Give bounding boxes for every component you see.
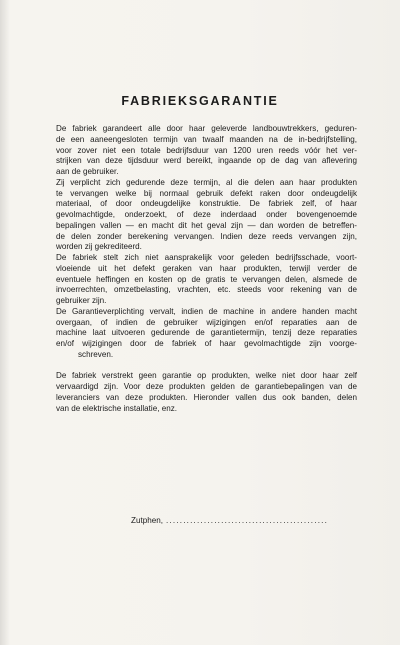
text-line: strijken van deze tijdsduur werd bereikt, ingaande op de dag van aflevering <box>56 156 357 166</box>
text-line: voor zover niet een totale bedrijfsduur van 1200 uren reeds vóór het ver- <box>56 145 357 155</box>
text-line: en/of wijzigingen door de fabriek of haar gevolmachtigde zijn voorge- <box>56 339 357 348</box>
paragraph-replacement <box>56 178 357 253</box>
text-line: gevolmachtigde, onderzoekt, of deze inderdaad onder bovengenoemde <box>56 210 357 219</box>
text-line: materiaal, of door ondeugdelijke konstruktie. De fabriek zelf, of haar <box>56 199 357 209</box>
text-line: van de elektrische installatie, enz. <box>56 403 178 413</box>
text-line: bepalingen vallen — en macht dit het geval zijn — dan worden de betreffen- <box>56 220 357 230</box>
text-line: aan de gebruiker. <box>56 167 119 176</box>
text-line: gebruiker zijn. <box>56 296 107 305</box>
paragraph-liability <box>56 253 357 307</box>
signature-line <box>131 516 328 525</box>
text-line: te vervangen welke bij normaal gebruik defekt raken door ondeugdelijk <box>56 188 357 198</box>
paragraph-warranty-term <box>56 124 357 178</box>
text-line: de een aaneengesloten termijn van twaalf maanden na de in-bedrijfstelling, <box>56 134 357 144</box>
warranty-text <box>56 124 357 414</box>
text-line: De Garantieverplichting vervalt, indien de machine in andere handen macht <box>56 306 357 316</box>
text-line: worden zij gekrediteerd. <box>56 242 142 252</box>
paragraph-third-party-products <box>56 371 357 414</box>
text-line: leveranciers van deze produkten. Hieronder vallen dus ook banden, delen <box>56 392 357 402</box>
paragraph-spacer <box>56 361 357 372</box>
text-line: overgaan, of indien de gebruiker wijzigingen en/of reparaties aan de <box>56 317 357 327</box>
text-line: vervaardigd zijn. Voor deze produkten gelden de garantiebepalingen van de <box>56 382 357 391</box>
text-line: eventuele heffingen en kosten op de gratis te vervangen delen, alsmede de <box>56 274 357 284</box>
signature-dotted-field: ............................................... <box>165 516 329 525</box>
text-line: De fabriek verstrekt geen garantie op produkten, welke niet door haar zelf <box>56 371 357 381</box>
page-title: FABRIEKSGARANTIE <box>121 94 279 108</box>
text-line: invoerrechten, omzetbelasting, vrachten, etc. steeds voor rekening van de <box>56 285 357 295</box>
signature-place-label: Zutphen, <box>131 516 163 525</box>
paragraph-void-conditions <box>56 307 357 361</box>
text-line: De fabriek garandeert alle door haar geleverde landbouwtrekkers, geduren- <box>56 124 357 133</box>
text-line: machine laat uitvoeren gedurende de garantietermijn, tenzij deze reparaties <box>56 328 357 338</box>
text-line: De fabriek stelt zich niet aansprakelijk voor geleden bedrijfsschade, voort- <box>56 253 357 262</box>
text-line: vloeiende uit het defekt geraken van haar produkten, terwijl verder de <box>56 263 357 273</box>
text-line: schreven. <box>78 349 114 359</box>
text-line: Zij verplicht zich gedurende deze termijn, al die delen aan haar produkten <box>56 177 357 187</box>
text-line: de delen zonder berekening vervangen. Indien deze reeds vervangen zijn, <box>56 231 357 241</box>
